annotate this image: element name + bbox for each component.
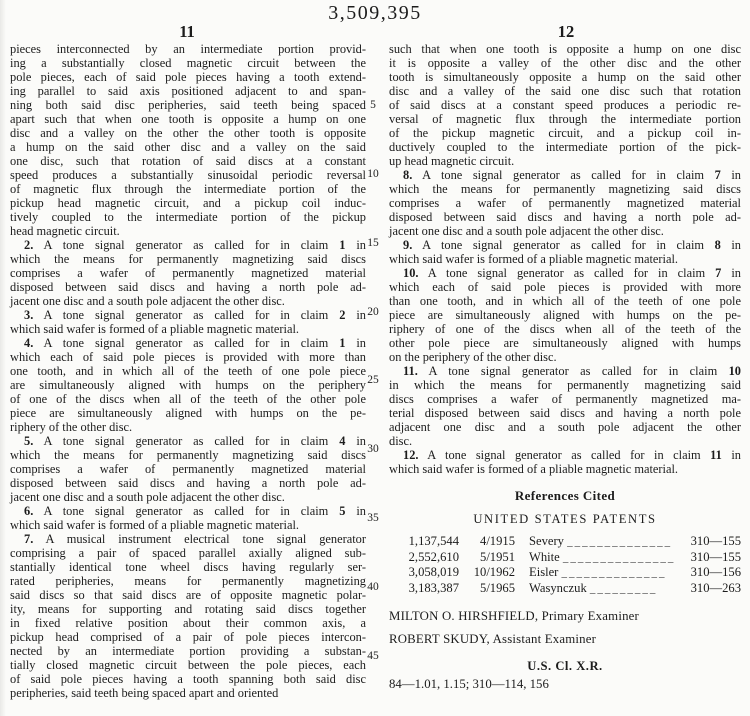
claims-column-left	[10, 42, 366, 700]
text-line: peripheries, said teeth being spaced apart and oriented	[10, 686, 279, 700]
text-line: 6. A tone signal generator as called for in claim 5 in	[24, 504, 366, 518]
text-line: which the means for permanently magnetizing said discs	[10, 252, 366, 266]
ref-date: 4/1915	[480, 534, 515, 548]
text-line: adjacent one disc and a south pole adjacent the other	[389, 420, 741, 434]
text-line: 11. A tone signal generator as called for in claim 10	[403, 364, 741, 378]
text-line: head magnetic circuit.	[10, 224, 120, 238]
text-line: it is opposite a valley of the other disc and the other	[389, 56, 741, 70]
text-line: which the means for permanently magnetizing said discs	[10, 448, 366, 462]
text-line: said discs so that said discs are of opposite magnetic polar-	[10, 588, 366, 602]
claims-right-paragraphs	[389, 42, 741, 476]
text-line: one tooth, and in which all of the teeth of one pole piece	[10, 364, 366, 378]
ref-name	[515, 565, 681, 581]
text-line: jacent one disc and a south pole adjacent the other disc.	[10, 490, 285, 504]
text-line: in fixed relative position about their common axis, a	[10, 616, 366, 630]
dot-leader: _______________	[562, 551, 676, 564]
column-number-right: 12	[557, 22, 575, 41]
ref-inventor-name: Wasynczuk	[529, 580, 590, 595]
patent-reference-row	[397, 565, 741, 581]
text-line: 12. A tone signal generator as called for in claim 11 in	[403, 448, 741, 462]
text-line: comprising a pair of spaced parallel axially aligned sub-	[10, 546, 366, 560]
text-line: disposed between said discs and having a north pole ad-	[389, 210, 741, 224]
text-line: disc and a valley on the other the other tooth is opposite	[10, 126, 366, 140]
claim-paragraph	[10, 504, 366, 532]
text-line: riphery of one of the discs when all of the teeth of the	[389, 322, 741, 336]
text-line: jacent one disc and a south pole adjacent the other disc.	[389, 224, 664, 238]
text-line: 2. A tone signal generator as called for in claim 1 in	[24, 238, 366, 252]
text-line: in which the means for permanently magnetizing said	[389, 378, 741, 392]
ref-date: 5/1965	[480, 580, 515, 595]
line-number: 15	[367, 237, 379, 249]
ref-number: 3,058,019	[408, 565, 459, 579]
text-line: are simultaneously aligned with humps on the periphery	[10, 378, 366, 392]
text-line: of the pickup magnetic circuit, and a pickup coil in-	[389, 126, 741, 140]
text-line: 5. A tone signal generator as called for in claim 4 in	[24, 434, 366, 448]
ref-number: 2,552,610	[408, 549, 459, 564]
text-line: disposed between said discs and having a north pole ad-	[10, 280, 366, 294]
ref-name	[515, 550, 681, 566]
text-line: riphery of the other disc.	[10, 420, 133, 434]
ref-number: 1,137,544	[408, 534, 459, 548]
claim-paragraph	[10, 532, 366, 700]
line-number: 20	[367, 306, 379, 318]
claim-paragraph	[389, 266, 741, 364]
text-line: discs comprises a wafer of permanently magnetized ma-	[389, 392, 741, 406]
text-line: ductively coupled to the intermediate portion of the pick-	[389, 140, 741, 154]
text-line: 10. A tone signal generator as called for in claim 7 in	[403, 266, 741, 280]
text-line: disc and a valley of the said one disc such that rotation	[389, 84, 741, 98]
ref-class: 310—155	[690, 549, 741, 564]
ref-name	[515, 581, 681, 597]
text-line: which said wafer is formed of a pliable magnetic material.	[10, 518, 300, 532]
ref-name	[515, 534, 681, 550]
text-line: ity, means for supporting and rotating said discs together	[10, 602, 366, 616]
dot-leader: ______________	[567, 536, 673, 548]
claim-paragraph	[389, 238, 741, 266]
line-number: 10	[367, 168, 379, 180]
text-line: comprises a wafer of permanently magnetized material	[389, 196, 741, 210]
patent-reference-row	[397, 550, 741, 566]
text-line: on the periphery of the other disc.	[389, 350, 557, 364]
text-line: up head magnetic circuit.	[389, 154, 515, 168]
text-line: piece are simultaneously aligned with humps on the pe-	[389, 308, 741, 322]
references-table	[389, 534, 741, 596]
text-line: of said discs at a constant speed produces a periodic re-	[389, 98, 741, 112]
text-line: disposed between said discs and having a north pole ad-	[10, 476, 366, 490]
text-line: tooth is simultaneously opposite a hump on the said other	[389, 70, 741, 84]
line-number: 5	[370, 99, 376, 111]
text-line: 9. A tone signal generator as called for in claim 8 in	[403, 238, 741, 252]
text-line: apart such that when one tooth is opposite a hump on one	[10, 112, 366, 126]
text-line: terial disposed between said discs and having a north pole	[389, 406, 741, 420]
ref-date: 5/1951	[480, 549, 515, 564]
text-line: comprises a wafer of permanently magnetized material	[10, 462, 366, 476]
claims-column-right	[389, 42, 741, 691]
ref-inventor-name: Eisler	[529, 565, 562, 579]
us-patents-heading: UNITED STATES PATENTS	[473, 512, 657, 526]
claim-paragraph	[10, 308, 366, 336]
patent-reference-row	[397, 581, 741, 597]
text-line: ing a substantially closed magnetic circuit between the	[10, 56, 366, 70]
text-line: 8. A tone signal generator as called for in claim 7 in	[403, 168, 741, 182]
line-number: 35	[367, 512, 379, 524]
text-line: pickup head comprised of a pair of pole pieces intercon-	[10, 630, 366, 644]
column-number-left: 11	[179, 22, 195, 41]
us-cl-xr-values: 84—1.01, 1.15; 310—114, 156	[389, 677, 549, 691]
text-line: which said wafer is formed of a pliable magnetic material.	[389, 462, 679, 476]
text-line: which said wafer is formed of a pliable magnetic material.	[389, 252, 679, 266]
claim-paragraph	[389, 448, 741, 476]
text-line: such that when one tooth is opposite a hump on one disc	[389, 42, 741, 56]
text-line: 7. A musical instrument electrical tone signal generator	[24, 532, 366, 546]
text-line: piece are simultaneously aligned with humps on the pe-	[10, 406, 366, 420]
text-line: which each of said pole pieces is provided with more than	[10, 350, 366, 364]
patent-reference-row	[397, 534, 741, 550]
line-number: 30	[367, 443, 379, 455]
text-line: comprises a wafer of permanently magnetized material	[10, 266, 366, 280]
text-line: versal of magnetic flux through the intermediate portion	[389, 112, 741, 126]
ref-number: 3,183,387	[408, 580, 459, 595]
text-line: of magnetic flux through the intermediate portion of the	[10, 182, 366, 196]
claim-paragraph	[389, 42, 741, 168]
assistant-examiner-line: ROBERT SKUDY, Assistant Examiner	[389, 632, 597, 646]
text-line: than one tooth, and in which all of the teeth of one pole	[389, 294, 741, 308]
ref-inventor-name: White	[529, 549, 563, 564]
text-line: speed produces a substantially sinusoidal periodic reversal	[10, 168, 366, 182]
text-line: one disc, such that rotation of said discs at a constant	[10, 154, 366, 168]
text-line: ning both said disc peripheries, said teeth being spaced	[10, 98, 366, 112]
ref-class: 310—155	[690, 534, 741, 548]
text-line: nected by an intermediate portion providing a substan-	[10, 644, 366, 658]
dot-leader: ______________	[561, 567, 667, 579]
text-line: jacent one disc and a south pole adjacent the other disc.	[10, 294, 285, 308]
claim-paragraph	[10, 434, 366, 504]
text-line: tively coupled to the intermediate portion of the pickup	[10, 210, 366, 224]
line-number: 25	[367, 374, 379, 386]
claim-paragraph	[10, 336, 366, 434]
ref-date: 10/1962	[473, 565, 515, 579]
text-line: of said pole pieces having a tooth spanning both said disc	[10, 672, 366, 686]
references-cited-heading: References Cited	[514, 488, 616, 503]
ref-class: 310—263	[690, 580, 741, 595]
line-number: 45	[367, 650, 379, 662]
ref-inventor-name: Severy	[529, 534, 568, 548]
dot-leader: _________	[589, 582, 658, 595]
us-cl-xr-heading: U.S. Cl. X.R.	[527, 659, 603, 673]
text-line: which the means for permanently magnetizing said discs	[389, 182, 741, 196]
text-line: 4. A tone signal generator as called for in claim 1 in	[24, 336, 366, 350]
text-line: pole pieces, each of said pole pieces having a tooth extend-	[10, 70, 366, 84]
text-line: disc.	[389, 434, 413, 448]
claim-paragraph	[389, 168, 741, 238]
ref-class: 310—156	[690, 565, 741, 579]
text-line: which said wafer is formed of a pliable magnetic material.	[10, 322, 300, 336]
text-line: rated peripheries, means for permanently magnetizing	[10, 574, 366, 588]
primary-examiner-line: MILTON O. HIRSHFIELD, Primary Examiner	[389, 609, 640, 623]
patent-number: 3,509,395	[328, 2, 422, 24]
text-line: a hump on the said other disc and a valley on the said	[10, 140, 366, 154]
text-line: tially closed magnetic circuit between the pole pieces, each	[10, 658, 366, 672]
text-line: ing parallel to said axis positioned adjacent to and span-	[10, 84, 366, 98]
line-number: 40	[367, 581, 379, 593]
text-line: pieces interconnected by an intermediate portion provid-	[10, 42, 366, 56]
text-line: which each of said pole pieces is provided with more	[389, 280, 741, 294]
text-line: stantially identical tone wheel discs having regularly ser-	[10, 560, 366, 574]
text-line: pickup head magnetic circuit, and a pickup coil induc-	[10, 196, 366, 210]
claim-paragraph	[10, 238, 366, 308]
text-line: 3. A tone signal generator as called for in claim 2 in	[24, 308, 366, 322]
claim-paragraph	[10, 42, 366, 238]
claim-paragraph	[389, 364, 741, 448]
text-line: of one of the discs when all of the teeth of the other pole	[10, 392, 366, 406]
text-line: other pole piece are simultaneously aligned with humps	[389, 336, 741, 350]
